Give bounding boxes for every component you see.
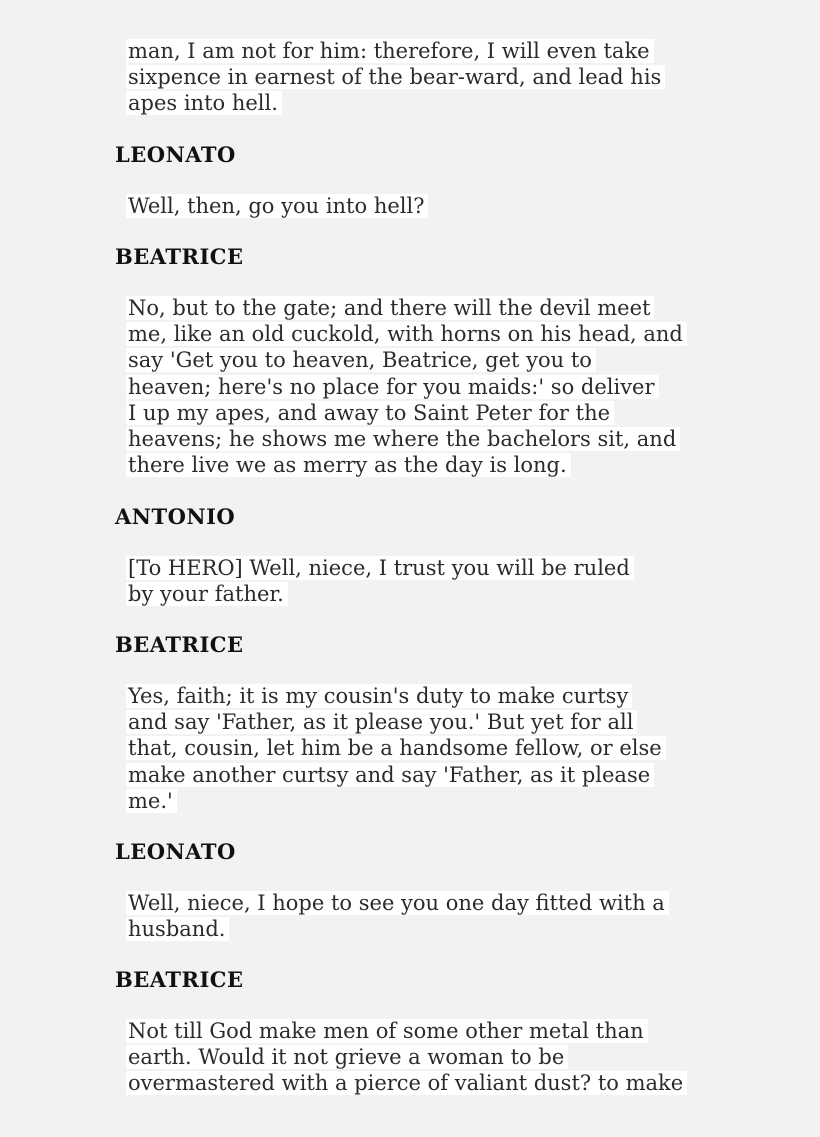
speech-line: make another curtsy and say 'Father, as it please [126, 762, 726, 788]
speech-line: earth. Would it not grieve a woman to be [126, 1044, 726, 1070]
speech-line: me.' [126, 788, 726, 814]
speech-leonato-2 [126, 890, 726, 942]
speech-line: No, but to the gate; and there will the devil meet [126, 295, 726, 321]
speech-beatrice-3 [126, 683, 726, 814]
speech-line: I up my apes, and away to Saint Peter for the [126, 400, 726, 426]
speaker-name-beatrice: BEATRICE [115, 967, 244, 992]
speech-line: and say 'Father, as it please you.' But yet for all [126, 709, 726, 735]
speech-line: sixpence in earnest of the bear-ward, and lead his [126, 64, 726, 90]
speech-line: say 'Get you to heaven, Beatrice, get you to [126, 347, 726, 373]
speech-line: Well, then, go you into hell? [126, 193, 726, 219]
speech-line: man, I am not for him: therefore, I will even take [126, 38, 726, 64]
speech-line: husband. [126, 916, 726, 942]
speech-line: [To HERO] Well, niece, I trust you will be ruled [126, 555, 726, 581]
speaker-name-antonio: ANTONIO [115, 504, 236, 529]
speaker-name-beatrice: BEATRICE [115, 632, 244, 657]
speech-line: overmastered with a pierce of valiant dust? to make [126, 1070, 726, 1096]
speech-line: Yes, faith; it is my cousin's duty to make curtsy [126, 683, 726, 709]
speech-line: by your father. [126, 581, 726, 607]
speech-beatrice-4 [126, 1018, 726, 1097]
speech-line: apes into hell. [126, 90, 726, 116]
speech-beatrice-1 [126, 38, 726, 117]
speaker-name-leonato: LEONATO [115, 142, 236, 167]
speech-antonio-1 [126, 555, 726, 607]
speech-line: Not till God make men of some other metal than [126, 1018, 726, 1044]
speech-line: there live we as merry as the day is long. [126, 452, 726, 478]
speech-line: heavens; he shows me where the bachelors sit, and [126, 426, 726, 452]
speech-leonato-1 [126, 193, 726, 219]
speech-line: that, cousin, let him be a handsome fellow, or else [126, 735, 726, 761]
speaker-name-leonato: LEONATO [115, 839, 236, 864]
speech-beatrice-2 [126, 295, 726, 478]
speech-line: heaven; here's no place for you maids:' so deliver [126, 374, 726, 400]
speech-line: Well, niece, I hope to see you one day fitted with a [126, 890, 726, 916]
speech-line: me, like an old cuckold, with horns on his head, and [126, 321, 726, 347]
speaker-name-beatrice: BEATRICE [115, 244, 244, 269]
